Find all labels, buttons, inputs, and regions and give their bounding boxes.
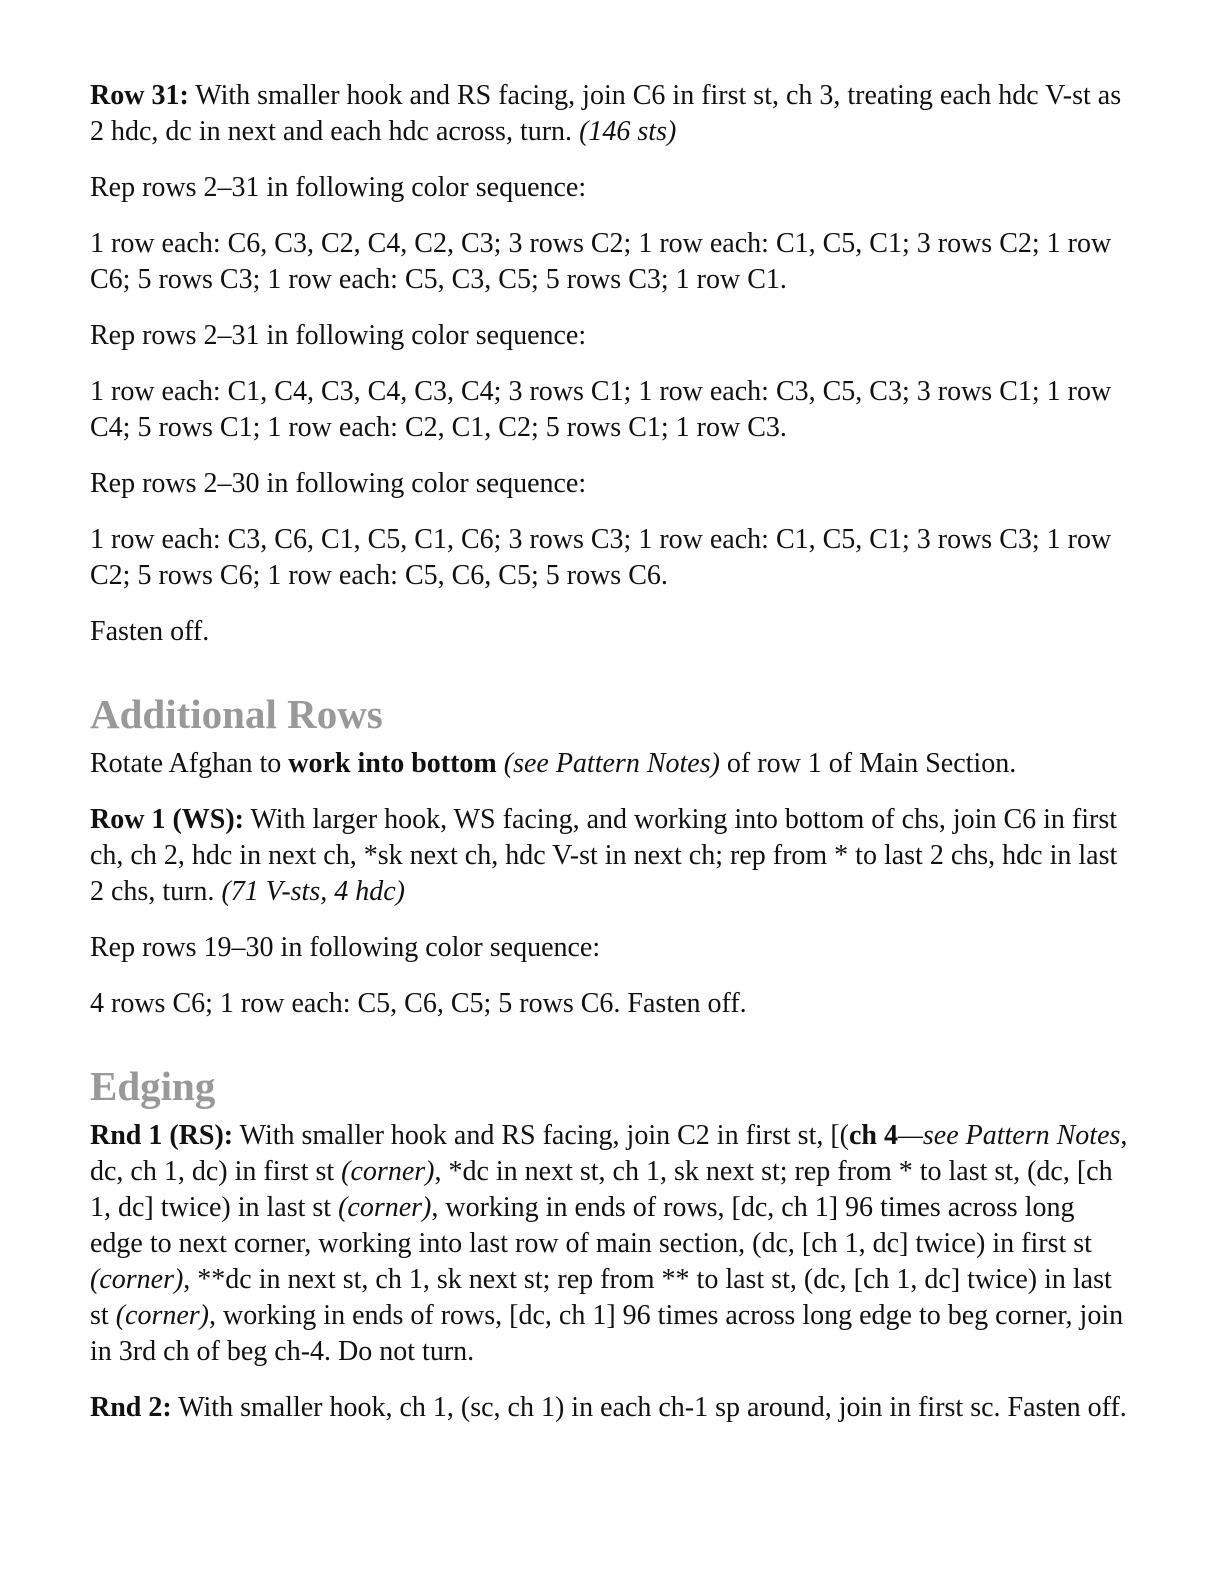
- rnd-1-text-g: , *dc in next st, ch 1, sk next st; rep from * to last st, (dc, [ch 1, dc] twice) in last st: [90, 1156, 1113, 1223]
- rotate-text-e: of row 1 of Main Section.: [719, 748, 1017, 779]
- rotate-paragraph: [90, 746, 1130, 782]
- rnd-1-corner-1: (corner): [341, 1156, 435, 1187]
- row-31-text: With smaller hook and RS facing, join C6 in first st, ch 3, treating each hdc V-st as 2 hdc, dc in next and each hdc across, turn.: [90, 80, 1122, 147]
- rnd-2-label: Rnd 2:: [90, 1392, 172, 1423]
- repeat-instruction-2: Rep rows 2–31 in following color sequence:: [90, 320, 587, 351]
- rotate-bold: work into bottom: [288, 748, 497, 779]
- rnd-1-text-b: With smaller hook and RS facing, join C2 in first st, [(: [233, 1120, 849, 1151]
- rnd-1-corner-2: (corner): [338, 1192, 432, 1223]
- row-1-paragraph: [90, 802, 1130, 910]
- rnd-1-corner-3: (corner): [90, 1264, 184, 1295]
- rnd-2-paragraph: [90, 1390, 1130, 1426]
- rotate-text-a: Rotate Afghan to: [90, 748, 289, 779]
- repeat-instruction-3: Rep rows 2–30 in following color sequence:: [90, 468, 587, 499]
- row-1-text: With larger hook, WS facing, and working into bottom of chs, join C6 in first ch, ch 2, hdc in next ch, *sk next ch, hdc V-st in next ch; rep from * to last 2 chs, hdc in last 2 chs, turn.: [90, 804, 1118, 907]
- rnd-1-corner-4: (corner): [115, 1300, 209, 1331]
- rnd-1-bold-ch4: ch 4: [849, 1120, 898, 1151]
- row-31-count: (146 sts): [579, 116, 677, 147]
- row-1-count: (71 V-sts, 4 hdc): [221, 876, 405, 907]
- rnd-1-italic-notes: —see Pattern Notes: [898, 1120, 1121, 1151]
- row-1-label: Row 1 (WS):: [90, 804, 244, 835]
- color-sequence-2: 1 row each: C1, C4, C3, C4, C3, C4; 3 rows C1; 1 row each: C3, C5, C3; 3 rows C1; 1 row C4; 5 rows C1; 1 row each: C2, C1, C2; 5 rows C1; 1 row C3.: [90, 376, 1112, 443]
- rnd-2-text: With smaller hook, ch 1, (sc, ch 1) in each ch-1 sp around, join in first sc. Fasten off.: [171, 1392, 1127, 1423]
- color-sequence-3: 1 row each: C3, C6, C1, C5, C1, C6; 3 rows C3; 1 row each: C1, C5, C1; 3 rows C3; 1 row C2; 5 rows C6; 1 row each: C5, C6, C5; 5 rows C6.: [90, 524, 1112, 591]
- rnd-1-text-e: , dc, ch 1, dc) in first st: [90, 1120, 1128, 1187]
- row-31-label: Row 31:: [90, 80, 189, 111]
- rnd-1-text-m: , working in ends of rows, [dc, ch 1] 96 times across long edge to beg corner, join in 3rd ch of beg ch-4. Do not turn.: [90, 1300, 1124, 1367]
- rnd-1-paragraph: [90, 1118, 1130, 1370]
- rnd-1-text-k: , **dc in next st, ch 1, sk next st; rep from ** to last st, (dc, [ch 1, dc] twice) in last st: [90, 1264, 1112, 1331]
- rnd-1-label: Rnd 1 (RS):: [90, 1120, 234, 1151]
- document-page: [90, 78, 1130, 1446]
- repeat-instruction-4: Rep rows 19–30 in following color sequence:: [90, 932, 601, 963]
- rotate-italic: (see Pattern Notes): [503, 748, 720, 779]
- rnd-1-text-i: , working in ends of rows, [dc, ch 1] 96 times across long edge to next corner, working into last row of main section, (dc, [ch 1, dc] twice) in first st: [90, 1192, 1092, 1259]
- heading-edging: Edging: [90, 1063, 216, 1109]
- fasten-off-1: Fasten off.: [90, 616, 210, 647]
- rotate-space: [497, 748, 504, 779]
- color-sequence-4: 4 rows C6; 1 row each: C5, C6, C5; 5 rows C6. Fasten off.: [90, 988, 747, 1019]
- heading-additional-rows: Additional Rows: [90, 691, 383, 737]
- repeat-instruction-1: Rep rows 2–31 in following color sequence:: [90, 172, 587, 203]
- row-31-paragraph: [90, 78, 1130, 150]
- color-sequence-1: 1 row each: C6, C3, C2, C4, C2, C3; 3 rows C2; 1 row each: C1, C5, C1; 3 rows C2; 1 row C6; 5 rows C3; 1 row each: C5, C3, C5; 5 rows C3; 1 row C1.: [90, 228, 1112, 295]
